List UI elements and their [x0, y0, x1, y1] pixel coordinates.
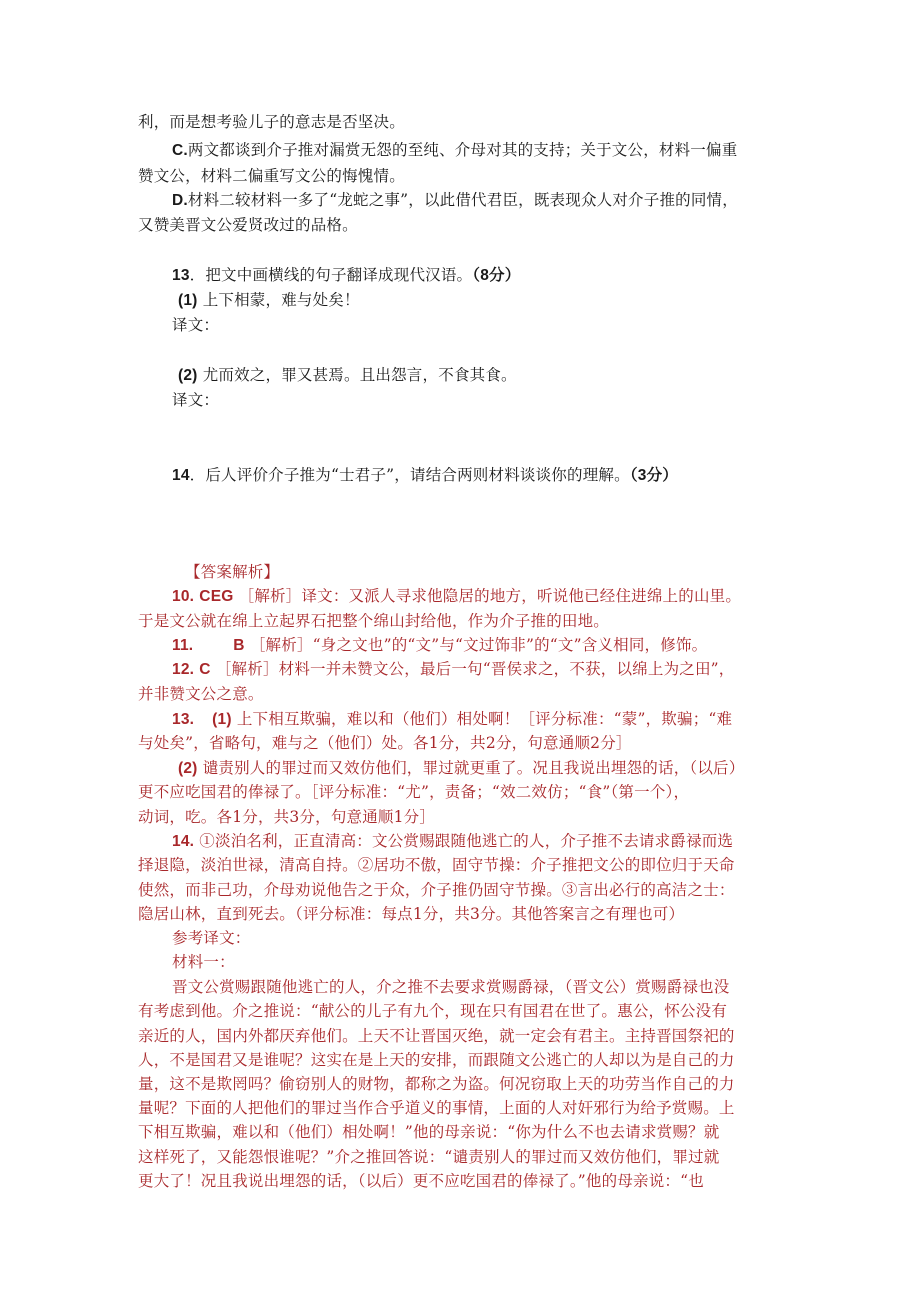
translation-text-2: 有考虑到他。介之推说：“献公的儿子有九个，现在只有国君在世了。惠公，怀公没有: [138, 1002, 728, 1020]
answer-10-line2: [138, 609, 790, 633]
answer-13: [172, 707, 790, 732]
answer-13-line4: [138, 780, 790, 804]
answer-12-text-2: 并非赞文公之意。: [138, 685, 264, 703]
translation-text-8: 这样死了，又能怨恨谁呢？”介之推回答说：“谴责别人的罪过而又效仿他们，罪过就: [138, 1148, 720, 1166]
answer-14-number: 14.: [172, 833, 195, 850]
answer-14-text-2: 择退隐，淡泊世禄，清高自持。②居功不傲，固守节操：介子推把文公的即位归于天命: [138, 856, 735, 874]
question-14-text: ．后人评价介子推为“士君子”，请结合两则材料谈谈你的理解。: [189, 466, 630, 484]
answer-10-text-2: 于是文公就在绵上立起界石把整个绵山封给他，作为介子推的田地。: [138, 612, 610, 630]
option-b-continuation: [138, 110, 790, 134]
answer-10-number: 10.: [172, 588, 195, 605]
question-13-score: （8分）: [472, 267, 521, 284]
answer-label-1-text: 译文：: [172, 316, 220, 334]
option-d-label: D.: [172, 192, 188, 209]
option-c-line2: [138, 164, 790, 188]
translation-text-1: 晋文公赏赐跟随他逃亡的人，介之推不去要求赏赐爵禄，（晋文公）赏赐爵禄也没: [172, 978, 730, 996]
question-13-sub1: [178, 288, 830, 313]
answer-13-text: 上下相互欺骗，难以和（他们）相处啊！［评分标准：“蒙”，欺骗；“难: [236, 710, 733, 728]
answer-13-line2: [138, 731, 790, 755]
option-d-text-2: 又赞美晋文公爱贤改过的品格。: [138, 216, 358, 234]
translation-line-4: [138, 1048, 790, 1072]
reference-translation-text: 参考译文：: [172, 929, 251, 947]
question-13: [172, 263, 824, 288]
answer-12-text: ［解析］材料一并未赞文公，最后一句“晋侯求之，不获，以绵上为之田”，: [215, 660, 735, 678]
answer-14: [172, 829, 790, 854]
answer-14-line4: [138, 902, 790, 926]
answer-13-text-4: 更不应吃国君的俸禄了。［评分标准：“尤”，责备；“效二效仿；“食”（第一个），: [138, 783, 690, 801]
answer-13-text-3: 谴责别人的罪过而又效仿他们，罪过就更重了。况且我说出埋怨的话，（以后）: [202, 759, 745, 777]
translation-text-9: 更大了！况且我说出埋怨的话，（以后）更不应吃国君的俸禄了。”他的母亲说：“也: [138, 1172, 704, 1190]
answer-13-text-2: 与处矣”，省略句，难与之（他们）处。各1分，共2分，句意通顺2分］: [138, 734, 632, 752]
question-14-score: （3分）: [629, 467, 678, 484]
option-c-text-2: 赞文公，材料二偏重写文公的悔愧情。: [138, 167, 405, 185]
translation-text-7: 下相互欺骗，难以和（他们）相处啊！”他的母亲说：“你为什么不也去请求赏赐？就: [138, 1123, 720, 1141]
answer-14-text: ①淡泊名利，正直清高：文公赏赐跟随他逃亡的人，介子推不去请求爵禄而选: [199, 832, 734, 850]
translation-line-2: [138, 999, 790, 1023]
translation-line-9: [138, 1169, 790, 1193]
question-13-number: 13: [172, 267, 190, 284]
option-c-text: 两文都谈到介子推对漏赏无怨的至纯、介母对其的支持；关于文公，材料一偏重: [187, 141, 738, 159]
option-c-label: C.: [172, 142, 188, 159]
answer-10-key: CEG: [199, 588, 234, 605]
answer-11-text: ［解析］“身之文也”的“文”与“文过饰非”的“文”含义相同，修饰。: [249, 636, 708, 654]
option-d-text: 材料二较材料一多了“龙蛇之事”，以此借代君臣，既表现众人对介子推的同情，: [187, 191, 738, 209]
translation-text-3: 亲近的人，国内外都厌弃他们。上天不让晋国灭绝，就一定会有君主。主持晋国祭祀的: [138, 1027, 735, 1045]
question-14-number: 14: [172, 467, 190, 484]
answer-header-text: 【答案解析】: [185, 563, 280, 581]
answer-13-line5: [138, 805, 790, 829]
question-13-sub1-number: (1): [178, 292, 198, 309]
answer-12-line2: [138, 682, 790, 706]
answer-14-line2: [138, 853, 790, 877]
answer-label-1: [172, 313, 824, 337]
translation-line-7: [138, 1120, 790, 1144]
answer-label-2: [172, 388, 824, 412]
answer-header: [185, 560, 837, 584]
translation-line-6: [138, 1096, 790, 1120]
material-1-label: [172, 950, 790, 974]
answer-13-sub2: [178, 756, 830, 781]
option-d: [172, 188, 790, 213]
answer-11: [172, 633, 790, 658]
answer-14-text-4: 隐居山林，直到死去。（评分标准：每点1分，共3分。其他答案言之有理也可）: [138, 905, 685, 923]
translation-text-6: 量呢？下面的人把他们的罪过当作合乎道义的事情，上面的人对奸邪行为给予赏赐。上: [138, 1099, 735, 1117]
answer-14-text-3: 使然，而非己功，介母劝说他告之于众，介子推仍固守节操。③言出必行的高洁之士：: [138, 881, 735, 899]
material-1-text: 材料一：: [172, 953, 235, 971]
answer-12-key: C: [199, 661, 211, 678]
translation-line-3: [138, 1024, 790, 1048]
question-14: [172, 463, 824, 488]
question-13-text: ．把文中画横线的句子翻译成现代汉语。: [189, 266, 473, 284]
translation-line-8: [138, 1145, 790, 1169]
answer-12: [172, 657, 790, 682]
answer-12-number: 12.: [172, 661, 195, 678]
answer-11-key: B: [233, 637, 245, 654]
option-b-continuation-text: 利，而是想考验儿子的意志是否坚决。: [138, 113, 405, 131]
answer-10: [172, 584, 790, 609]
translation-text-4: 人，不是国君又是谁呢？这实在是上天的安排，而跟随文公逃亡的人却以为是自己的力: [138, 1051, 735, 1069]
reference-translation-label: [172, 926, 790, 950]
answer-14-line3: [138, 878, 790, 902]
translation-line-5: [138, 1072, 790, 1096]
answer-label-2-text: 译文：: [172, 391, 220, 409]
answer-10-text: ［解析］译文：又派人寻求他隐居的地方，听说他已经住进绵上的山里。: [238, 587, 742, 605]
question-13-sub2-text: 尤而效之，罪又甚焉。且出怨言，不食其食。: [202, 366, 517, 384]
answer-11-number: 11.: [172, 637, 194, 654]
question-13-sub2: [178, 363, 830, 388]
option-c: [172, 138, 790, 163]
answer-13-text-5: 动词，吃。各1分，共3分，句意通顺1分］: [138, 808, 436, 826]
translation-line-1: [172, 975, 790, 999]
question-13-sub1-text: 上下相蒙，难与处矣！: [202, 291, 360, 309]
question-13-sub2-number: (2): [178, 367, 198, 384]
answer-13-sub1-number: (1): [212, 711, 232, 728]
option-d-line2: [138, 213, 790, 237]
answer-13-number: 13.: [172, 711, 195, 728]
translation-text-5: 量，这不是欺罔吗？偷窃别人的财物，都称之为盗。何况窃取上天的功劳当作自己的力: [138, 1075, 735, 1093]
answer-13-sub2-number: (2): [178, 760, 198, 777]
